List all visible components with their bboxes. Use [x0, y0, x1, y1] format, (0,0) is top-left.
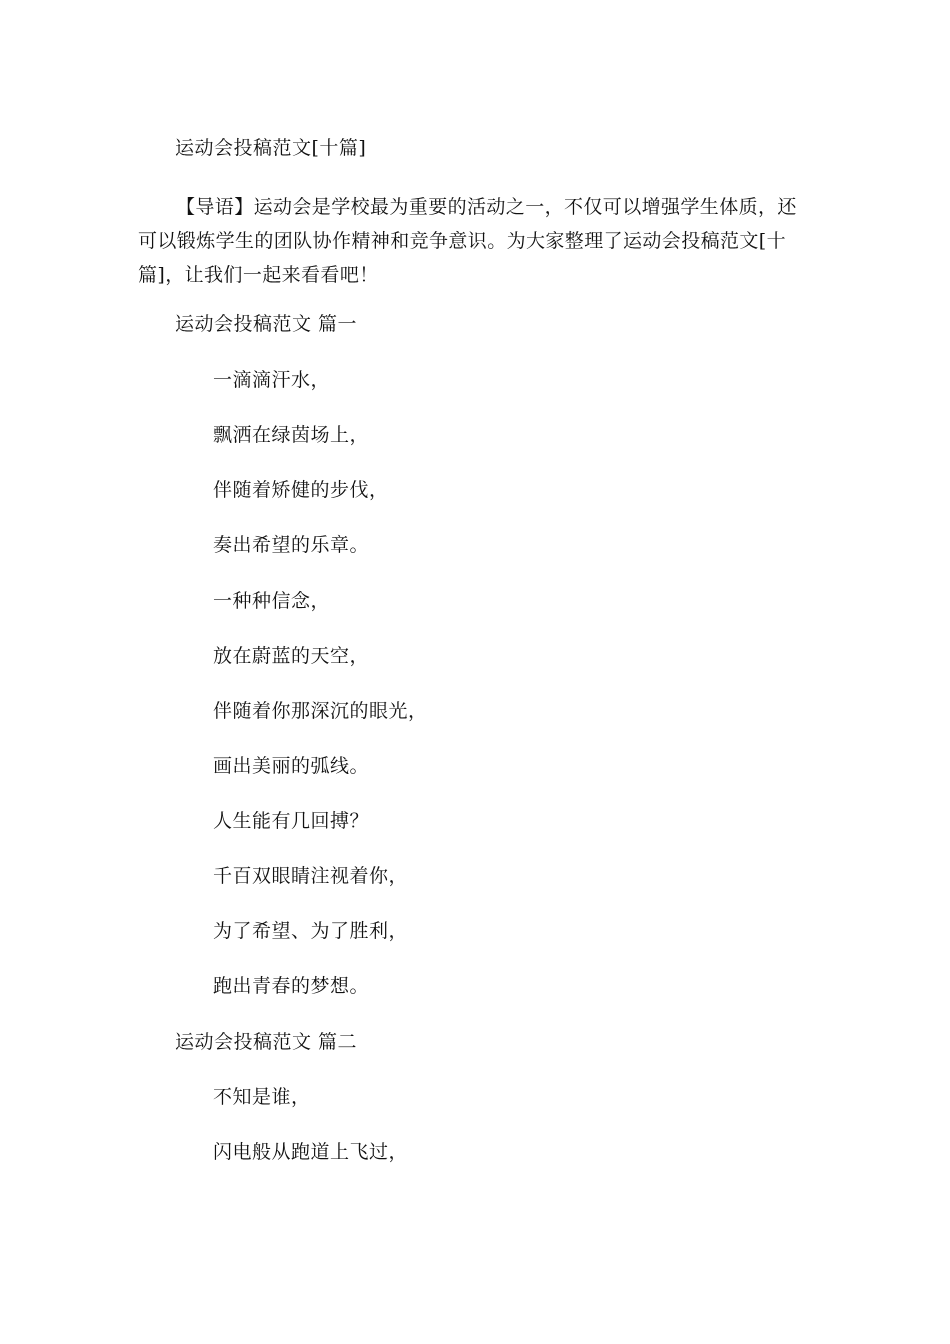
verse-line: 画出美丽的弧线。	[213, 755, 370, 777]
verse-line: 人生能有几回搏？	[213, 810, 370, 832]
section-heading-1: 运动会投稿范文 篇一	[175, 313, 358, 335]
verse-line: 千百双眼睛注视着你，	[213, 865, 409, 887]
verse-line: 不知是谁，	[213, 1086, 311, 1108]
verse-line: 为了希望、为了胜利，	[213, 920, 409, 942]
verse-line: 飘洒在绿茵场上，	[213, 424, 370, 446]
verse-line: 跑出青春的梦想。	[213, 975, 370, 997]
verse-line: 一种种信念，	[213, 590, 331, 612]
verse-line: 伴随着矫健的步伐，	[213, 479, 389, 501]
section-heading-2: 运动会投稿范文 篇二	[175, 1031, 358, 1053]
verse-line: 一滴滴汗水，	[213, 369, 331, 391]
verse-line: 奏出希望的乐章。	[213, 534, 370, 556]
document-title: 运动会投稿范文[十篇]	[175, 137, 367, 159]
verse-line: 放在蔚蓝的天空，	[213, 645, 370, 667]
intro-paragraph: 【导语】运动会是学校最为重要的活动之一，不仅可以增强学生体质，还可以锻炼学生的团队协作精神和竞争意识。为大家整理了运动会投稿范文[十篇]，让我们一起来看看吧！	[138, 196, 797, 286]
verse-line: 闪电般从跑道上飞过，	[213, 1141, 409, 1163]
verse-line: 伴随着你那深沉的眼光，	[213, 700, 428, 722]
